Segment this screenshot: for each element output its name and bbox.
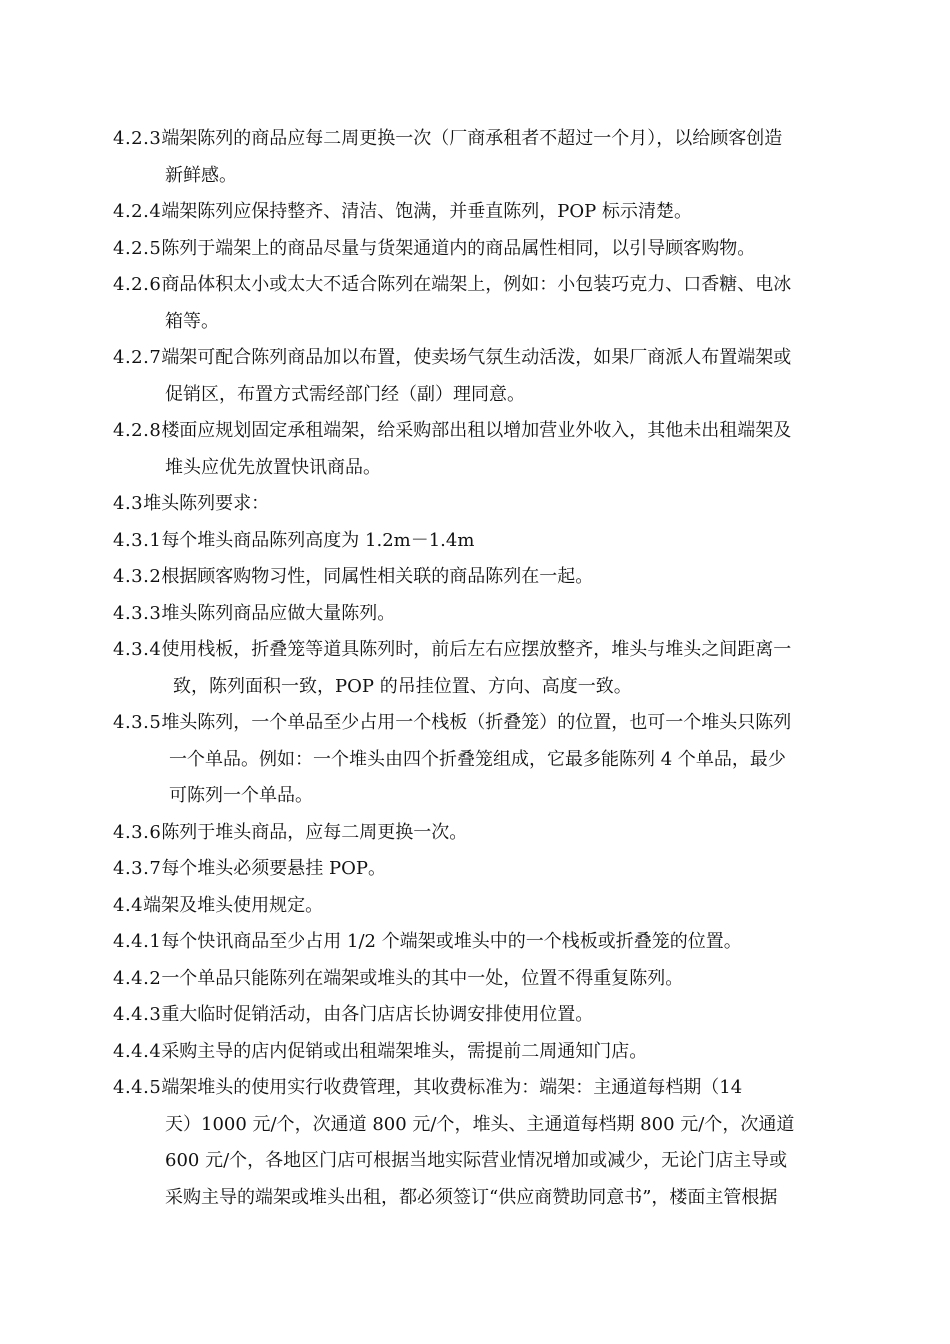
clause-number: 4.3 (113, 493, 144, 514)
clause-text (143, 888, 837, 925)
clause-4-3-3 (113, 596, 837, 633)
clause-line: 堆头应优先放置快讯商品。 (165, 456, 381, 478)
clause-line: 使用栈板，折叠笼等道具陈列时，前后左右应摆放整齐，堆头与堆头之间距离一 (161, 639, 792, 660)
clause-line: 堆头陈列商品应做大量陈列。 (161, 602, 396, 624)
clause-text (161, 997, 837, 1034)
clause-line: 一个单品。例如：一个堆头由四个折叠笼组成，它最多能陈列 4 个单品，最少 (169, 748, 786, 770)
clause-4-3-7 (113, 851, 837, 888)
clause-line: 致，陈列面积一致，POP 的吊挂位置、方向、高度一致。 (173, 675, 632, 697)
clause-line: 可陈列一个单品。 (169, 785, 313, 806)
clause-text (161, 523, 837, 560)
clause-number: 4.4.4 (113, 1040, 162, 1062)
clause-4-2-6 (113, 267, 837, 340)
clause-4-3-4 (113, 632, 837, 705)
clause-4-3-6 (113, 815, 837, 852)
clause-line: 600 元/个，各地区门店可根据当地实际营业情况增加或减少，无论门店主导或 (165, 1150, 788, 1171)
clause-number: 4.2.4 (113, 201, 162, 222)
clause-4-4-4 (113, 1034, 837, 1071)
clause-line: 箱等。 (165, 310, 219, 332)
section-4-3-heading (113, 486, 837, 523)
clause-number: 4.2.6 (113, 274, 162, 295)
clause-number: 4.3.3 (113, 602, 162, 624)
clause-text (161, 1070, 837, 1216)
clause-number: 4.3.2 (113, 566, 162, 587)
clause-4-2-4 (113, 194, 837, 231)
clause-line: 每个堆头商品陈列高度为 1.2m－1.4m (161, 529, 475, 551)
clause-line: 端架陈列的商品应每二周更换一次（厂商承租者不超过一个月），以给顾客创造 (161, 128, 783, 149)
clause-line: 商品体积太小或太大不适合陈列在端架上，例如：小包装巧克力、口香糖、电冰 (161, 274, 792, 295)
clause-line: 堆头陈列要求： (143, 493, 270, 514)
clause-text (161, 632, 837, 705)
clause-4-3-2 (113, 559, 837, 596)
section-4-4-heading (113, 888, 837, 925)
clause-line: 新鲜感。 (165, 164, 237, 186)
clause-text (161, 559, 837, 596)
clause-line: 端架陈列应保持整齐、清洁、饱满，并垂直陈列，POP 标示清楚。 (161, 201, 693, 222)
clause-line: 陈列于堆头商品，应每二周更换一次。 (161, 821, 468, 843)
clause-4-4-5 (113, 1070, 837, 1216)
clause-line: 一个单品只能陈列在端架或堆头的其中一处，位置不得重复陈列。 (161, 967, 684, 989)
clause-line: 天）1000 元/个，次通道 800 元/个，堆头、主通道每档期 800 元/个，次通道 (165, 1113, 795, 1135)
clause-text (161, 340, 837, 413)
clause-4-4-3 (113, 997, 837, 1034)
clause-number: 4.3.4 (113, 639, 162, 660)
clause-line: 重大临时促销活动，由各门店店长协调安排使用位置。 (161, 1004, 594, 1025)
clause-text (161, 231, 837, 268)
clause-line: 楼面应规划固定承租端架，给采购部出租以增加营业外收入，其他未出租端架及 (161, 420, 792, 441)
clause-4-4-1 (113, 924, 837, 961)
clause-number: 4.4.2 (113, 967, 162, 989)
clause-number: 4.2.5 (113, 237, 162, 259)
clause-number: 4.2.8 (113, 420, 162, 441)
clause-4-2-5 (113, 231, 837, 268)
clause-text (143, 486, 837, 523)
clause-line: 促销区，布置方式需经部门经（副）理同意。 (165, 383, 525, 405)
clause-text (161, 413, 837, 486)
clause-text (161, 924, 837, 961)
clause-line: 采购主导的店内促销或出租端架堆头，需提前二周通知门店。 (161, 1040, 648, 1062)
clause-number: 4.3.1 (113, 529, 162, 551)
clause-line: 每个堆头必须要悬挂 POP。 (161, 858, 387, 879)
clause-number: 4.2.7 (113, 347, 162, 368)
clause-4-4-2 (113, 961, 837, 998)
clause-4-3-5 (113, 705, 837, 815)
clause-line: 每个快讯商品至少占用 1/2 个端架或堆头中的一个栈板或折叠笼的位置。 (161, 931, 742, 952)
clause-line: 根据顾客购物习性，同属性相关联的商品陈列在一起。 (161, 566, 594, 587)
clause-text (161, 1034, 837, 1071)
clause-number: 4.4.1 (113, 931, 162, 952)
clause-line: 端架可配合陈列商品加以布置，使卖场气氛生动活泼，如果厂商派人布置端架或 (161, 347, 792, 368)
clause-number: 4.4.3 (113, 1004, 162, 1025)
clause-text (161, 851, 837, 888)
clause-line: 采购主导的端架或堆头出租，都必须签订“供应商赞助同意书”，楼面主管根据 (165, 1186, 778, 1208)
clause-4-2-3 (113, 121, 837, 194)
clause-number: 4.3.7 (113, 858, 162, 879)
clause-4-3-1 (113, 523, 837, 560)
clause-line: 陈列于端架上的商品尽量与货架通道内的商品属性相同，以引导顾客购物。 (161, 237, 756, 259)
clause-line: 端架及堆头使用规定。 (143, 894, 324, 916)
clause-text (161, 194, 837, 231)
clause-line: 端架堆头的使用实行收费管理，其收费标准为：端架：主通道每档期（14 (161, 1077, 743, 1098)
clause-number: 4.4 (113, 894, 144, 916)
clause-number: 4.2.3 (113, 128, 162, 149)
document-body (113, 121, 837, 1216)
clause-4-2-7 (113, 340, 837, 413)
clause-number: 4.3.6 (113, 821, 162, 843)
clause-4-2-8 (113, 413, 837, 486)
clause-text (161, 961, 837, 998)
clause-number: 4.3.5 (113, 712, 162, 733)
clause-line: 堆头陈列，一个单品至少占用一个栈板（折叠笼）的位置，也可一个堆头只陈列 (161, 712, 792, 733)
clause-text (161, 121, 837, 194)
clause-text (161, 596, 837, 633)
clause-text (161, 705, 837, 815)
clause-text (161, 815, 837, 852)
clause-text (161, 267, 837, 340)
clause-number: 4.4.5 (113, 1077, 162, 1098)
